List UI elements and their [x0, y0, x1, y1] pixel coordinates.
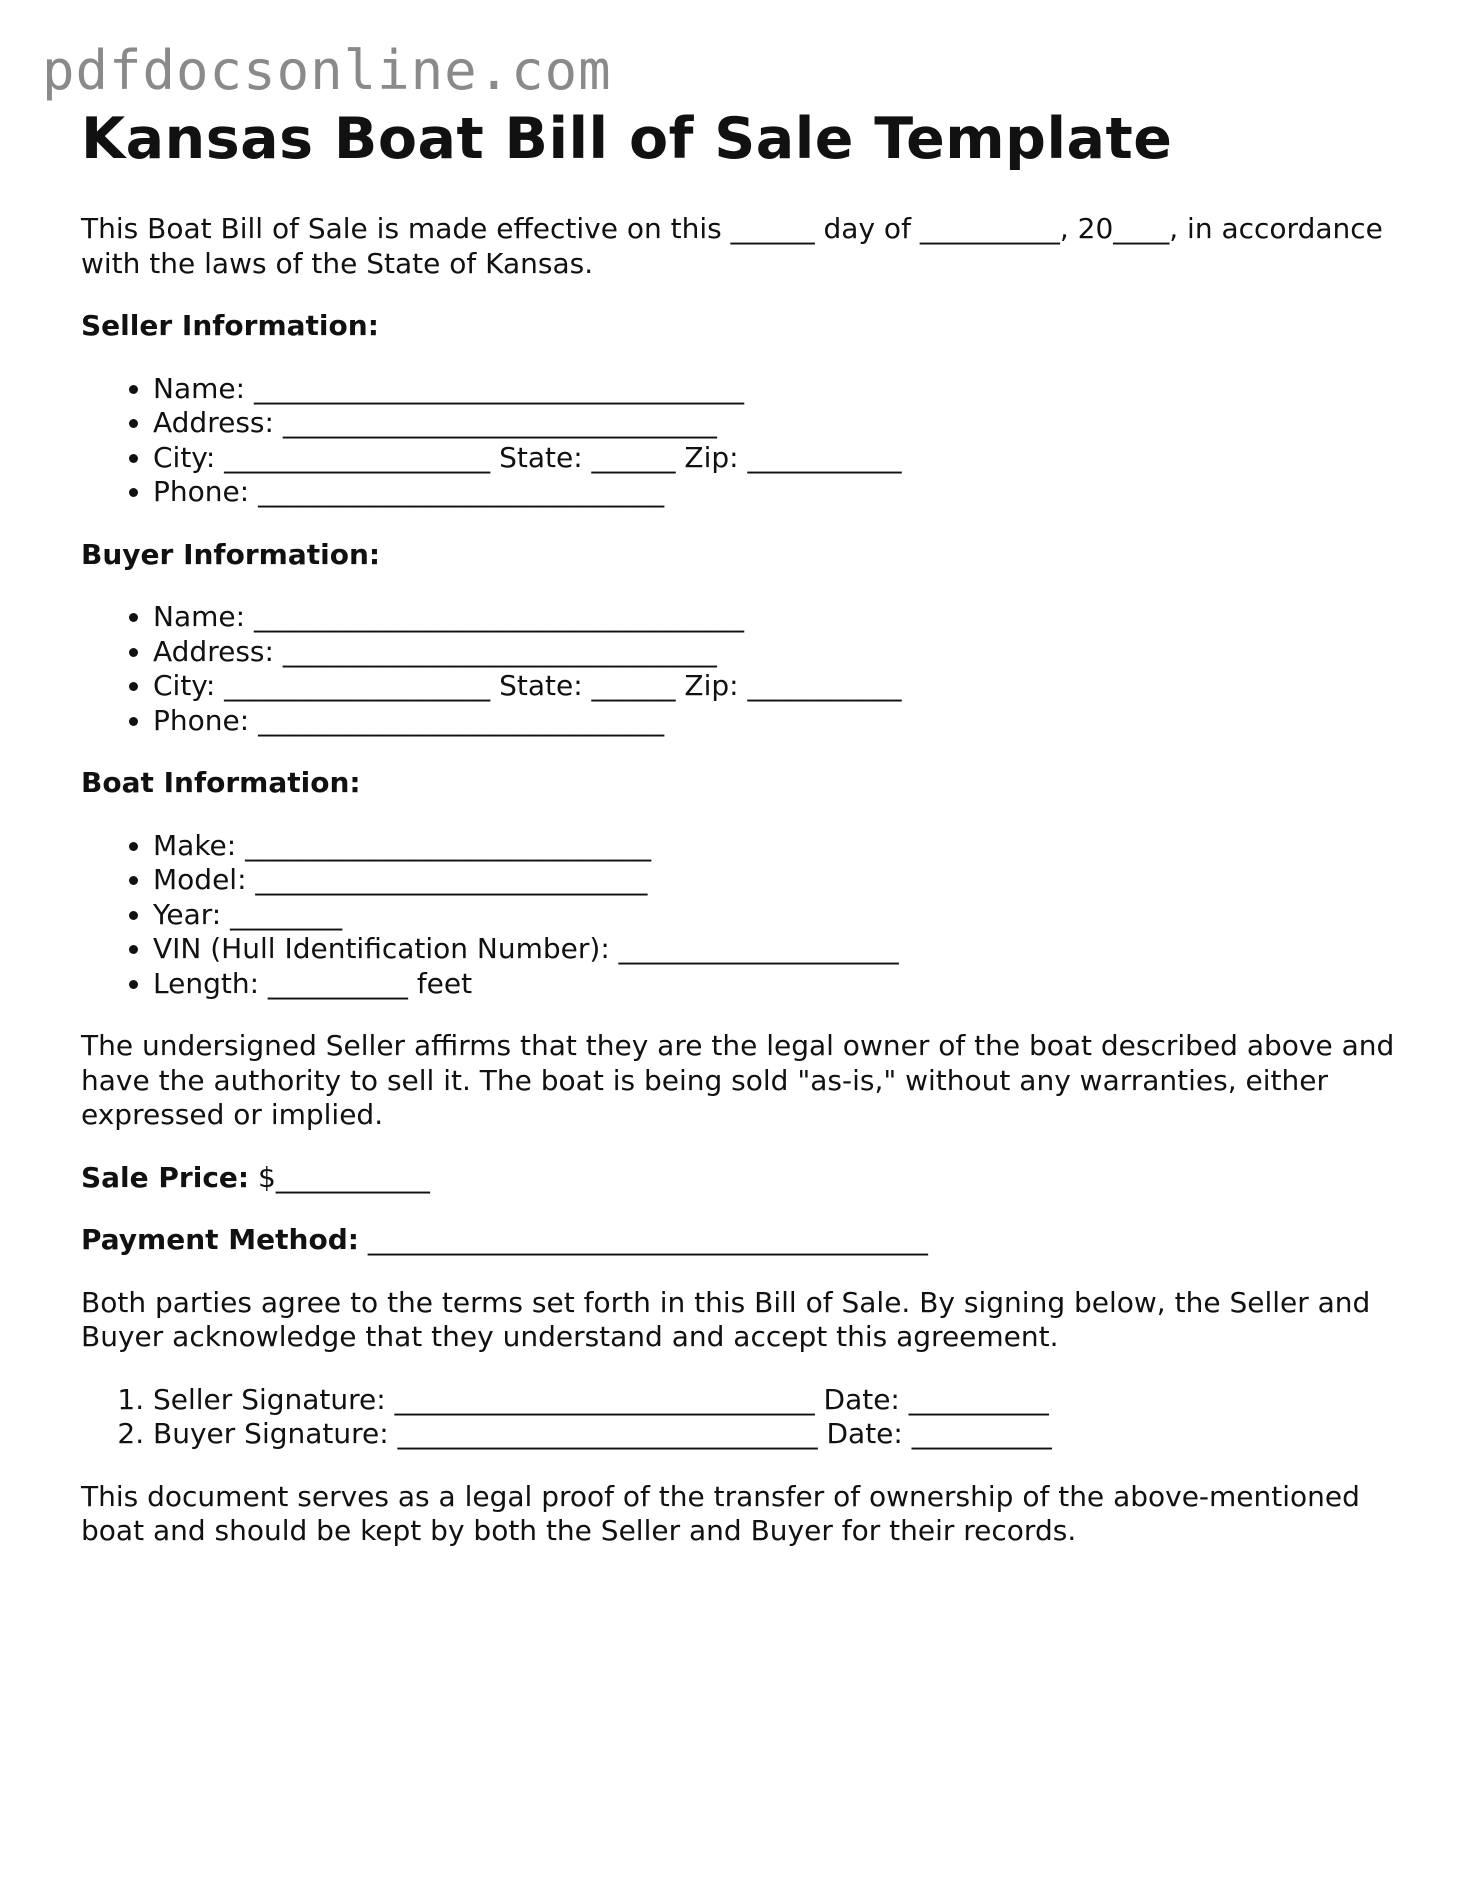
- seller-address-field[interactable]: • Address: _______________________________: [153, 406, 1401, 441]
- seller-name-field[interactable]: • Name: ___________________________________: [153, 372, 1401, 407]
- buyer-phone-field[interactable]: • Phone: _____________________________: [153, 704, 1401, 739]
- boat-vin-field[interactable]: • VIN (Hull Identification Number): ____________________: [153, 932, 1401, 967]
- affirmation-paragraph: The undersigned Seller affirms that they are the legal owner of the boat described above and have the authority to sell it. The boat is being sold "as-is," without any warranties, either expressed or implied.: [81, 1029, 1395, 1131]
- buyer-address-field[interactable]: • Address: _______________________________: [153, 635, 1401, 670]
- buyer-signature-field[interactable]: 2. Buyer Signature: ______________________________ Date: __________: [153, 1417, 1401, 1452]
- boat-year-field[interactable]: • Year: ________: [153, 898, 1401, 933]
- seller-signature-field[interactable]: 1. Seller Signature: ______________________________ Date: __________: [153, 1383, 1401, 1418]
- buyer-fields-list: [81, 600, 1401, 738]
- boat-model-field[interactable]: • Model: ____________________________: [153, 863, 1401, 898]
- sale-price-value[interactable]: $___________: [258, 1160, 430, 1194]
- boat-section-heading: Boat Information:: [81, 766, 361, 799]
- payment-method-value[interactable]: ________________________________________: [367, 1223, 928, 1256]
- seller-fields-list: [81, 372, 1401, 510]
- payment-method-label: Payment Method:: [81, 1223, 359, 1256]
- buyer-section-heading: Buyer Information:: [81, 537, 381, 571]
- seller-city-state-zip-field[interactable]: • City: ___________________ State: ______ Zip: ___________: [153, 441, 1401, 476]
- sale-price-line[interactable]: [81, 1161, 1401, 1196]
- payment-method-line[interactable]: [81, 1223, 1401, 1258]
- signatures-list: [81, 1383, 1401, 1452]
- page-title: Kansas Boat Bill of Sale Template: [81, 106, 1173, 172]
- watermark: pdfdocsonline.com: [42, 39, 612, 102]
- seller-section-heading: Seller Information:: [81, 309, 379, 342]
- closing-paragraph: This document serves as a legal proof of the transfer of ownership of the above-mentioned boat and should be kept by both the Seller and Buyer for their records.: [81, 1479, 1360, 1547]
- buyer-name-field[interactable]: • Name: ___________________________________: [153, 600, 1401, 635]
- boat-length-field[interactable]: • Length: __________ feet: [153, 967, 1401, 1002]
- sale-price-label: Sale Price:: [81, 1160, 250, 1194]
- buyer-city-state-zip-field[interactable]: • City: ___________________ State: ______ Zip: ___________: [153, 669, 1401, 704]
- intro-paragraph: This Boat Bill of Sale is made effective on this ______ day of __________, 20____, in accordance with the laws of the State of Kansas.: [81, 212, 1383, 280]
- document-page: [81, 104, 1401, 1549]
- agreement-paragraph: Both parties agree to the terms set forth in this Bill of Sale. By signing below, the Seller and Buyer acknowledge that they understand and accept this agreement.: [81, 1285, 1371, 1353]
- boat-fields-list: [81, 829, 1401, 1002]
- boat-make-field[interactable]: • Make: _____________________________: [153, 829, 1401, 864]
- seller-phone-field[interactable]: • Phone: _____________________________: [153, 475, 1401, 510]
